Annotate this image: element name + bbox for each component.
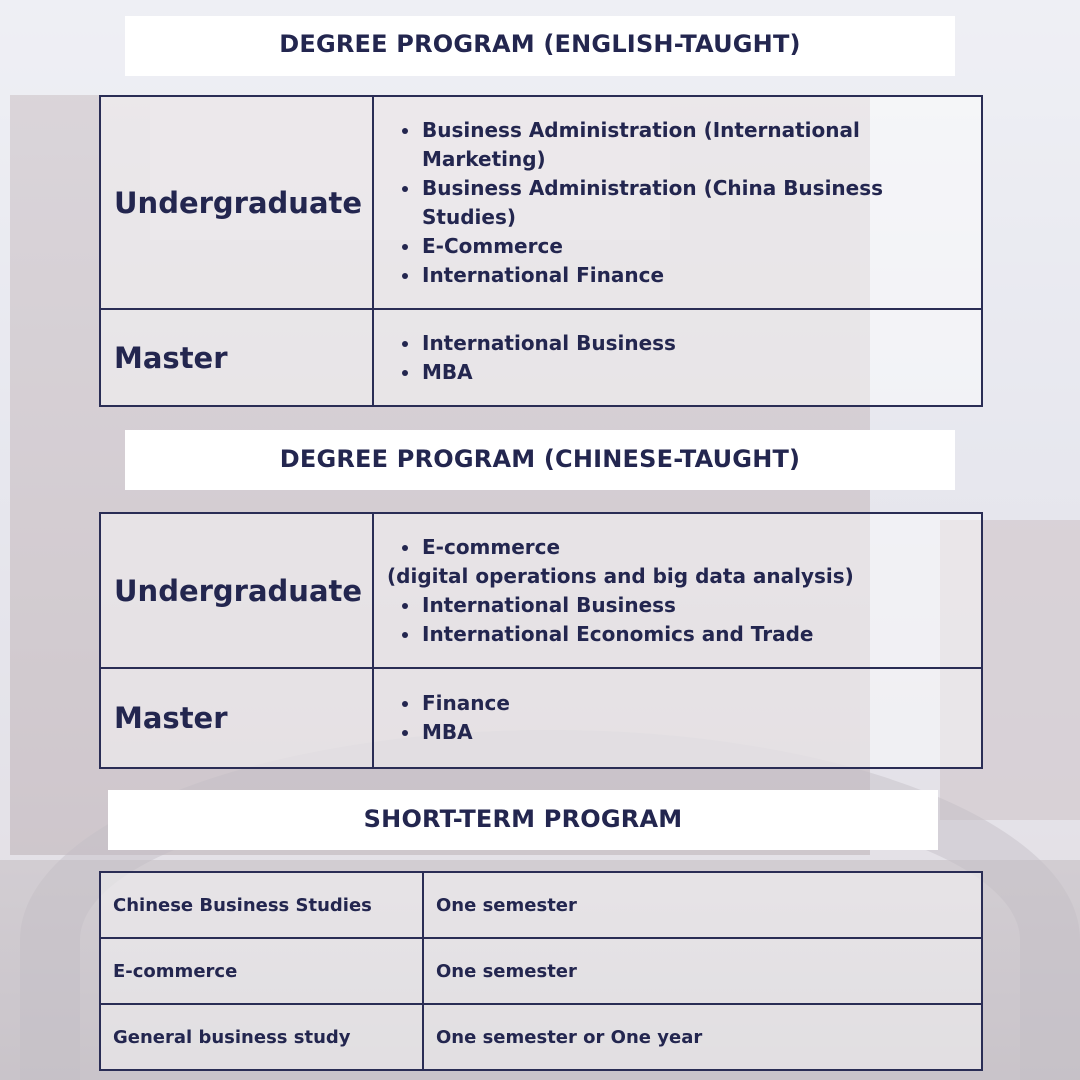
list-item: E-Commerce [422, 232, 981, 261]
program-list [374, 689, 981, 747]
level-label-undergraduate: Undergraduate [100, 96, 373, 309]
list-item: E-commerce [422, 533, 981, 562]
program-duration: One semester [423, 938, 982, 1004]
chinese-taught-title: DEGREE PROGRAM (CHINESE-TAUGHT) [125, 430, 955, 490]
program-list [374, 329, 981, 387]
program-list-cell [373, 309, 982, 406]
table-row [100, 513, 982, 668]
english-taught-title: DEGREE PROGRAM (ENGLISH-TAUGHT) [125, 16, 955, 76]
table-row [100, 1004, 982, 1070]
level-label-master: Master [100, 309, 373, 406]
level-label-undergraduate: Undergraduate [100, 513, 373, 668]
list-item: International Finance [422, 261, 981, 290]
table-row [100, 938, 982, 1004]
program-list [374, 116, 981, 290]
table-row [100, 668, 982, 768]
list-item: International Economics and Trade [422, 620, 981, 649]
program-name: E-commerce [100, 938, 423, 1004]
english-taught-table [99, 95, 983, 407]
program-list-cell [373, 668, 982, 768]
program-list-cell [373, 96, 982, 309]
program-name: Chinese Business Studies [100, 872, 423, 938]
list-item: International Business [422, 591, 981, 620]
list-item: International Business [422, 329, 981, 358]
short-term-table [99, 871, 983, 1071]
table-row [100, 872, 982, 938]
program-duration: One semester [423, 872, 982, 938]
table-row [100, 96, 982, 309]
list-item: Finance [422, 689, 981, 718]
program-name: General business study [100, 1004, 423, 1070]
chinese-taught-table [99, 512, 983, 769]
short-term-title: SHORT-TERM PROGRAM [108, 790, 938, 850]
program-duration: One semester or One year [423, 1004, 982, 1070]
list-item: MBA [422, 718, 981, 747]
program-list-cell [373, 513, 982, 668]
list-item: Business Administration (China Business Studies) [422, 174, 981, 232]
list-item: Business Administration (International Marketing) [422, 116, 981, 174]
program-list [374, 533, 981, 562]
list-item: MBA [422, 358, 981, 387]
program-note: (digital operations and big data analysis) [387, 563, 854, 588]
table-row [100, 309, 982, 406]
program-list [374, 591, 981, 649]
level-label-master: Master [100, 668, 373, 768]
